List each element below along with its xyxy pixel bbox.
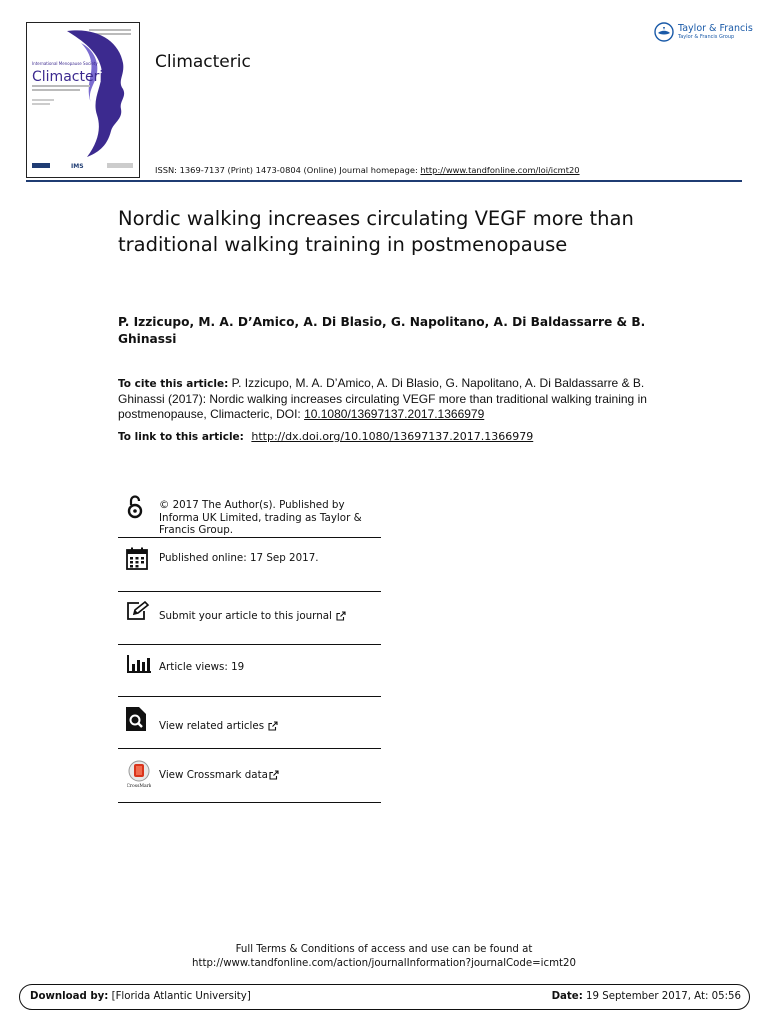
article-link-line <box>118 430 678 443</box>
related-articles-link[interactable] <box>159 720 381 733</box>
external-link-icon <box>336 611 346 621</box>
journal-homepage-link[interactable]: http://www.tandfonline.com/loi/icmt20 <box>420 165 580 175</box>
terms-link[interactable]: http://www.tandfonline.com/action/journalInformation?journalCode=icmt20 <box>192 958 576 969</box>
submit-article-link[interactable] <box>159 610 381 623</box>
publisher-logo[interactable] <box>654 22 753 42</box>
download-by-value: [Florida Atlantic University] <box>111 991 251 1002</box>
cover-title: Climacteric <box>32 69 111 85</box>
article-info-list <box>118 488 381 803</box>
journal-name[interactable]: Climacteric <box>155 52 251 72</box>
download-info-bar <box>19 984 750 1010</box>
terms-notice <box>0 943 768 971</box>
edit-icon <box>126 601 150 625</box>
published-date-text: Published online: 17 Sep 2017. <box>159 552 319 564</box>
open-access-row <box>118 488 381 538</box>
crossmark-row[interactable] <box>118 749 381 803</box>
header-divider <box>26 180 742 182</box>
bar-chart-icon <box>126 654 152 678</box>
calendar-icon <box>126 547 148 574</box>
open-access-text: © 2017 The Author(s). Published by Informa UK Limited, trading as Taylor & Francis Group. <box>159 499 362 536</box>
related-search-icon <box>126 707 146 735</box>
related-row[interactable] <box>118 697 381 749</box>
related-articles-text: View related articles <box>159 720 265 732</box>
download-by-label: Download by: <box>30 991 109 1002</box>
cover-publisher-mark: IMS <box>71 163 84 170</box>
download-date <box>552 991 741 1002</box>
crossmark-link[interactable] <box>159 769 381 782</box>
article-link[interactable]: http://dx.doi.org/10.1080/13697137.2017.1366979 <box>251 430 534 443</box>
journal-cover-image <box>26 22 140 178</box>
crossmark-text: View Crossmark data <box>159 769 268 781</box>
published-row <box>118 538 381 592</box>
citation-label: To cite this article: <box>118 378 229 390</box>
download-date-label: Date: <box>551 991 583 1002</box>
submit-row[interactable] <box>118 592 381 645</box>
issn-text: ISSN: 1369-7137 (Print) 1473-0804 (Online) Journal homepage: <box>155 165 421 175</box>
citation-block <box>118 376 678 422</box>
doi-link[interactable]: 10.1080/13697137.2017.1366979 <box>304 407 485 421</box>
publisher-logo-subtext: Taylor & Francis Group <box>678 34 735 41</box>
svg-text:International Menopause Societ: International Menopause Society <box>32 61 98 66</box>
download-date-value: 19 September 2017, At: 05:56 <box>586 991 741 1002</box>
article-authors: P. Izzicupo, M. A. D’Amico, A. Di Blasio, G. Napolitano, A. Di Baldassarre & B. Ghinassi <box>118 315 646 346</box>
crossmark-badge-text: CrossMark <box>127 784 151 788</box>
download-by <box>30 991 251 1002</box>
terms-line-1: Full Terms & Conditions of access and use can be found at <box>235 944 533 955</box>
article-views-text: Article views: 19 <box>159 661 245 673</box>
crossmark-icon <box>127 760 151 792</box>
publisher-logo-text: Taylor & Francis <box>678 22 753 34</box>
publisher-logo-icon <box>654 22 674 42</box>
article-link-label: To link to this article: <box>118 431 244 443</box>
submit-article-text: Submit your article to this journal <box>159 610 332 622</box>
external-link-icon <box>269 770 279 780</box>
views-row <box>118 645 381 697</box>
issn-line <box>155 165 580 175</box>
citation-text: P. Izzicupo, M. A. D’Amico, A. Di Blasio, G. Napolitano, A. Di Baldassarre & B. Ghinassi (2017): Nordic walking increases circulating VEGF more than traditional walking training in postmenopause, Climacteric, DOI: <box>118 376 647 421</box>
external-link-icon <box>268 721 278 731</box>
article-title: Nordic walking increases circulating VEGF more than traditional walking training in postmenopause <box>118 207 634 256</box>
open-access-icon <box>126 495 144 523</box>
